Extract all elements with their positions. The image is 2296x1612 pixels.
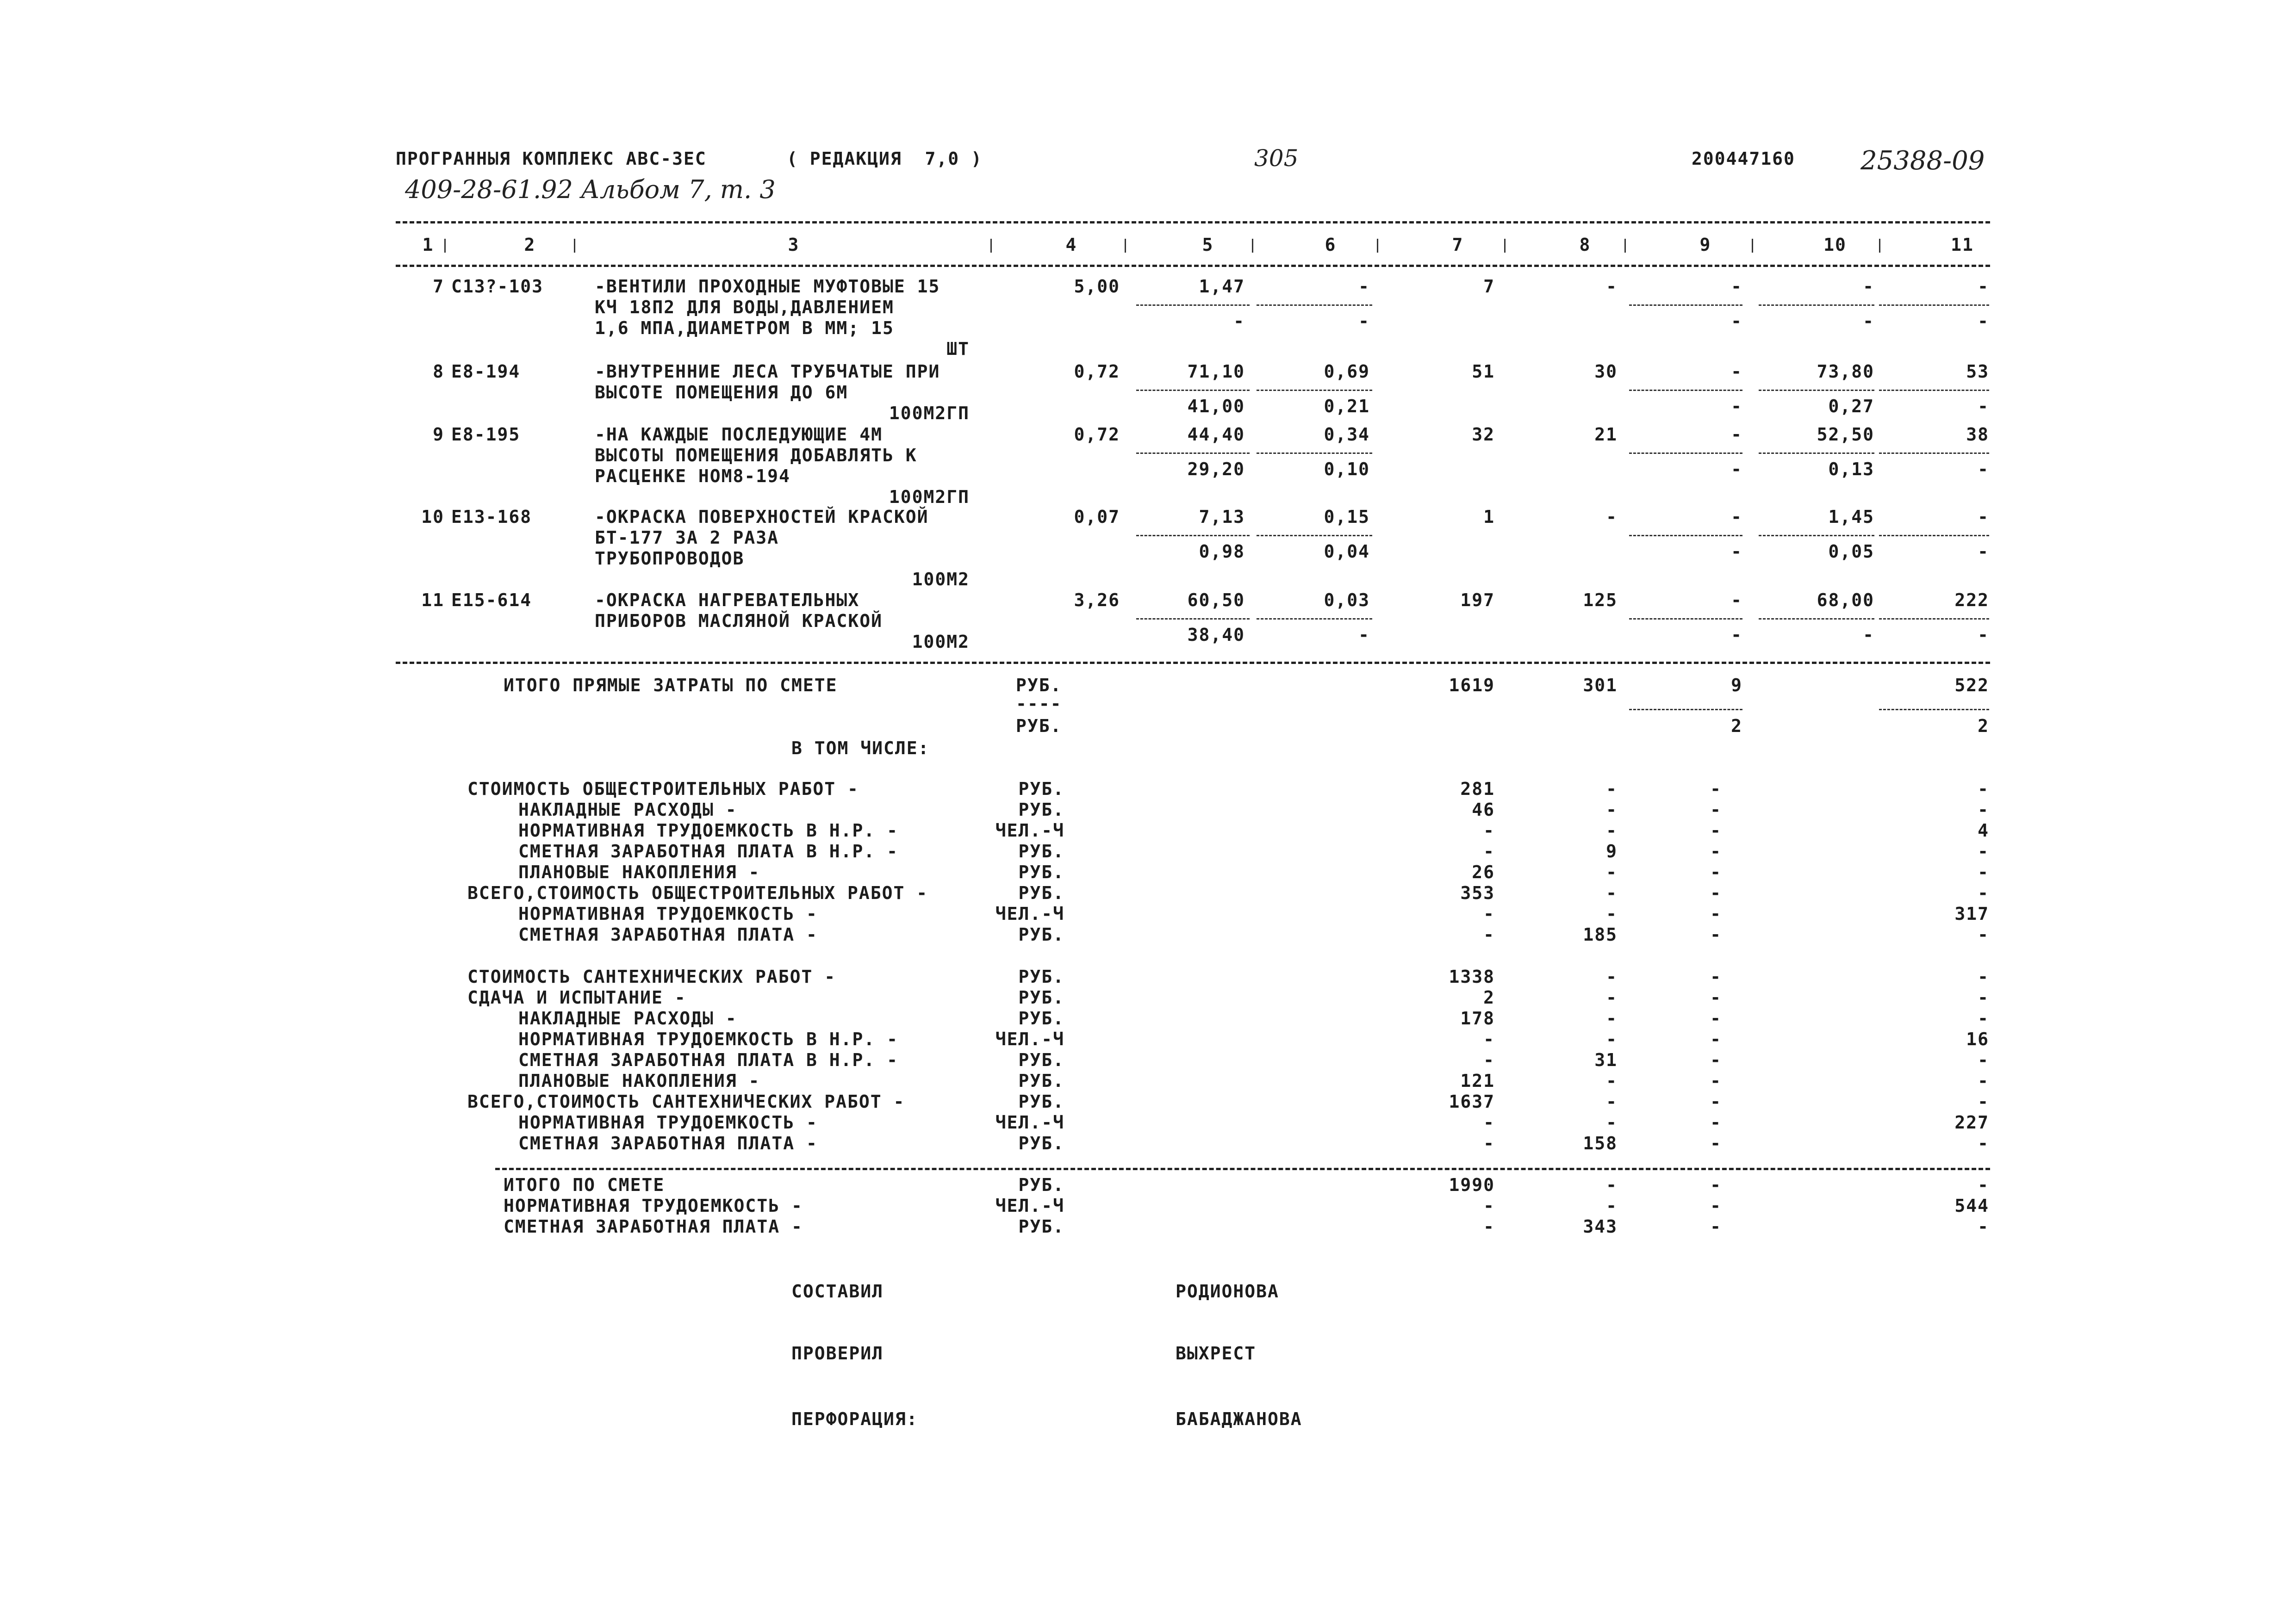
grand-total-col-11: 544 bbox=[1954, 1196, 1989, 1216]
col-11-value: 53 bbox=[1966, 361, 1989, 382]
summary-col-8: - bbox=[1606, 1091, 1618, 1112]
summary-col-8: - bbox=[1606, 883, 1618, 903]
grand-total-col-8: 343 bbox=[1583, 1216, 1618, 1237]
grand-total-col-8: - bbox=[1606, 1175, 1618, 1195]
summary-col-7: - bbox=[1483, 1029, 1495, 1049]
col-11-sub-value: - bbox=[1978, 311, 1989, 331]
col-9-sub-value: - bbox=[1731, 396, 1742, 416]
summary-col-9: - bbox=[1710, 967, 1722, 987]
summary-unit: РУБ. bbox=[1018, 924, 1064, 945]
item-description-line: РАСЦЕНКЕ НОМ8-194 bbox=[595, 466, 790, 486]
grand-total-label: ИТОГО ПО СМЕТЕ bbox=[504, 1175, 665, 1195]
sub-rule-11 bbox=[1879, 453, 1989, 454]
summary-unit: ЧЕЛ.-Ч bbox=[995, 820, 1064, 841]
col-10-value: 73,80 bbox=[1817, 361, 1874, 382]
item-code: Е8-194 bbox=[451, 361, 521, 382]
col-9-sub-value: - bbox=[1731, 459, 1742, 479]
col-10-sub-value: 0,05 bbox=[1828, 541, 1874, 562]
col-4-value: 0,07 bbox=[1074, 507, 1120, 527]
summary-col-9: - bbox=[1710, 800, 1722, 820]
summary-unit: РУБ. bbox=[1018, 883, 1064, 903]
sub-rule-5 bbox=[1136, 453, 1250, 454]
item-number: 7 bbox=[433, 276, 444, 297]
summary-col-8: - bbox=[1606, 820, 1618, 841]
col-4-value: 0,72 bbox=[1074, 424, 1120, 445]
summary-col-11: - bbox=[1978, 862, 1989, 882]
summary-col-7: 353 bbox=[1460, 883, 1495, 903]
summary-col-8: - bbox=[1606, 1071, 1618, 1091]
grand-total-unit: РУБ. bbox=[1018, 1216, 1064, 1237]
col-6-sub-value: - bbox=[1358, 625, 1370, 645]
total-direct-c8: 301 bbox=[1583, 675, 1618, 695]
summary-col-11: - bbox=[1978, 967, 1989, 987]
summary-unit: РУБ. bbox=[1018, 779, 1064, 799]
summary-col-11: - bbox=[1978, 779, 1989, 799]
summary-col-11: - bbox=[1978, 1133, 1989, 1153]
total-direct-separator: ---- bbox=[1016, 694, 1062, 714]
summary-label: ПЛАНОВЫЕ НАКОПЛЕНИЯ - bbox=[518, 1071, 760, 1091]
col-6-value: 0,34 bbox=[1324, 424, 1370, 445]
signature-name: БАБАДЖАНОВА bbox=[1176, 1409, 1302, 1429]
col-5-value: 71,10 bbox=[1187, 361, 1245, 382]
sub-rule-6 bbox=[1257, 618, 1372, 620]
signature-name: ВЫХРЕСТ bbox=[1176, 1343, 1257, 1364]
grand-total-unit: ЧЕЛ.-Ч bbox=[995, 1196, 1064, 1216]
col-9-value: - bbox=[1731, 276, 1742, 297]
summary-col-9: - bbox=[1710, 1133, 1722, 1153]
column-separator bbox=[444, 239, 446, 253]
col-10-value: - bbox=[1863, 276, 1874, 297]
summary-col-7: 2 bbox=[1483, 987, 1495, 1008]
column-separator bbox=[1879, 239, 1880, 253]
item-description-line: 1,6 МПА,ДИАМЕТРОМ В ММ; 15 bbox=[595, 318, 894, 338]
col-8-value: - bbox=[1606, 507, 1618, 527]
col-6-value: 0,03 bbox=[1324, 590, 1370, 610]
top-rule bbox=[396, 221, 1990, 223]
summary-col-7: - bbox=[1483, 820, 1495, 841]
summary-col-7: - bbox=[1483, 1112, 1495, 1133]
program-title: ПРОГРАННЫЯ КОМПЛЕКС АВС-3ЕС bbox=[396, 149, 707, 169]
summary-col-11: - bbox=[1978, 1071, 1989, 1091]
summary-unit: РУБ. bbox=[1018, 841, 1064, 862]
summary-label: НАКЛАДНЫЕ РАСХОДЫ - bbox=[518, 800, 737, 820]
item-code: С13?-103 bbox=[451, 276, 544, 297]
col-10-value: 52,50 bbox=[1817, 424, 1874, 445]
col-5-sub-value: 29,20 bbox=[1187, 459, 1245, 479]
col-5-sub-value: 38,40 bbox=[1187, 625, 1245, 645]
summary-col-9: - bbox=[1710, 779, 1722, 799]
summary-unit: ЧЕЛ.-Ч bbox=[995, 1029, 1064, 1049]
summary-label: СДАЧА И ИСПЫТАНИЕ - bbox=[467, 987, 686, 1008]
summary-col-9: - bbox=[1710, 841, 1722, 862]
sub-rule-9 bbox=[1629, 453, 1742, 454]
summary-unit: РУБ. bbox=[1018, 967, 1064, 987]
col-6-value: 0,15 bbox=[1324, 507, 1370, 527]
column-header-7: 7 bbox=[1452, 235, 1464, 255]
total-direct-unit-2: РУБ. bbox=[1016, 716, 1062, 736]
summary-col-8: - bbox=[1606, 779, 1618, 799]
summary-col-11: - bbox=[1978, 883, 1989, 903]
summary-col-9: - bbox=[1710, 1008, 1722, 1029]
total-direct-unit: РУБ. bbox=[1016, 675, 1062, 695]
column-header-9: 9 bbox=[1699, 235, 1711, 255]
sub-rule-10 bbox=[1759, 618, 1874, 620]
col-11-value: - bbox=[1978, 507, 1989, 527]
summary-label: СТОИМОСТЬ ОБЩЕСТРОИТЕЛЬНЫХ РАБОТ - bbox=[467, 779, 859, 799]
sub-rule-9 bbox=[1629, 304, 1742, 306]
summary-label: СМЕТНАЯ ЗАРАБОТНАЯ ПЛАТА - bbox=[518, 924, 818, 945]
summary-col-7: - bbox=[1483, 904, 1495, 924]
summary-col-9: - bbox=[1710, 1071, 1722, 1091]
total-direct-c9b: 2 bbox=[1731, 716, 1742, 736]
col-4-value: 0,72 bbox=[1074, 361, 1120, 382]
item-number: 8 bbox=[433, 361, 444, 382]
item-description-line: ПРИБОРОВ МАСЛЯНОЙ КРАСКОЙ bbox=[595, 611, 883, 631]
col-5-value: 60,50 bbox=[1187, 590, 1245, 610]
grand-total-col-9: - bbox=[1710, 1216, 1722, 1237]
summary-col-9: - bbox=[1710, 862, 1722, 882]
total-direct-c9: 9 bbox=[1731, 675, 1742, 695]
item-number: 10 bbox=[421, 507, 444, 527]
summary-col-9: - bbox=[1710, 820, 1722, 841]
summary-col-11: - bbox=[1978, 1091, 1989, 1112]
item-unit: 100М2ГП bbox=[889, 403, 970, 423]
sub-rule-9 bbox=[1629, 535, 1742, 536]
signature-role: ПРОВЕРИЛ bbox=[791, 1343, 884, 1364]
summary-col-8: 31 bbox=[1594, 1050, 1618, 1070]
summary-label: СМЕТНАЯ ЗАРАБОТНАЯ ПЛАТА - bbox=[518, 1133, 818, 1153]
col-11-sub-value: - bbox=[1978, 396, 1989, 416]
summary-col-9: - bbox=[1710, 987, 1722, 1008]
item-unit: ШТ bbox=[946, 339, 970, 359]
sub-rule-10 bbox=[1759, 304, 1874, 306]
column-header-3: 3 bbox=[788, 235, 800, 255]
grand-total-col-8: - bbox=[1606, 1196, 1618, 1216]
sub-rule-10 bbox=[1759, 535, 1874, 536]
sub-rule-10 bbox=[1759, 390, 1874, 391]
summary-col-9: - bbox=[1710, 1091, 1722, 1112]
summary-col-9: - bbox=[1710, 1050, 1722, 1070]
summary-label: НОРМАТИВНАЯ ТРУДОЕМКОСТЬ В Н.Р. - bbox=[518, 820, 898, 841]
col-10-sub-value: 0,27 bbox=[1828, 396, 1874, 416]
column-separator bbox=[574, 239, 575, 253]
summary-unit: РУБ. bbox=[1018, 987, 1064, 1008]
summary-col-7: 26 bbox=[1472, 862, 1495, 882]
column-header-6: 6 bbox=[1325, 235, 1337, 255]
summary-col-11: - bbox=[1978, 987, 1989, 1008]
sub-rule-11 bbox=[1879, 535, 1989, 536]
item-description-line: КЧ 18П2 ДЛЯ ВОДЫ,ДАВЛЕНИЕМ bbox=[595, 297, 894, 317]
col-10-sub-value: - bbox=[1863, 311, 1874, 331]
column-separator bbox=[990, 239, 992, 253]
summary-col-7: 178 bbox=[1460, 1008, 1495, 1029]
summary-col-11: - bbox=[1978, 924, 1989, 945]
sub-rule-5 bbox=[1136, 535, 1250, 536]
col-6-sub-value: 0,21 bbox=[1324, 396, 1370, 416]
summary-col-7: 46 bbox=[1472, 800, 1495, 820]
total-direct-label: ИТОГО ПРЯМЫЕ ЗАТРАТЫ ПО СМЕТЕ bbox=[504, 675, 838, 695]
col-6-sub-value: 0,04 bbox=[1324, 541, 1370, 562]
page-number: 305 bbox=[1254, 145, 1299, 172]
handwritten-stamp: 25388-09 bbox=[1860, 146, 1985, 176]
signature-role: ПЕРФОРАЦИЯ: bbox=[791, 1409, 918, 1429]
grand-total-col-11: - bbox=[1978, 1216, 1989, 1237]
summary-label: СМЕТНАЯ ЗАРАБОТНАЯ ПЛАТА В Н.Р. - bbox=[518, 841, 898, 862]
summary-col-11: - bbox=[1978, 841, 1989, 862]
document-code: 200447160 bbox=[1692, 149, 1795, 169]
col-8-value: 30 bbox=[1594, 361, 1618, 382]
summary-col-9: - bbox=[1710, 924, 1722, 945]
summary-col-9: - bbox=[1710, 883, 1722, 903]
summary-label: СМЕТНАЯ ЗАРАБОТНАЯ ПЛАТА В Н.Р. - bbox=[518, 1050, 898, 1070]
col-8-value: 21 bbox=[1594, 424, 1618, 445]
col-5-value: 44,40 bbox=[1187, 424, 1245, 445]
col-8-value: 125 bbox=[1583, 590, 1618, 610]
grand-total-col-7: 1990 bbox=[1449, 1175, 1495, 1195]
summary-unit: ЧЕЛ.-Ч bbox=[995, 1112, 1064, 1133]
summary-unit: РУБ. bbox=[1018, 862, 1064, 882]
col-11-value: 38 bbox=[1966, 424, 1989, 445]
summary-unit: РУБ. bbox=[1018, 1091, 1064, 1112]
summary-col-7: 281 bbox=[1460, 779, 1495, 799]
summary-col-8: 9 bbox=[1606, 841, 1618, 862]
sub-rule-11 bbox=[1879, 304, 1989, 306]
sub-rule-6 bbox=[1257, 535, 1372, 536]
column-header-2: 2 bbox=[524, 235, 536, 255]
summary-col-11: 227 bbox=[1954, 1112, 1989, 1133]
summary-col-8: - bbox=[1606, 904, 1618, 924]
sub-rule-10 bbox=[1759, 453, 1874, 454]
summary-label: НОРМАТИВНАЯ ТРУДОЕМКОСТЬ В Н.Р. - bbox=[518, 1029, 898, 1049]
header-rule bbox=[396, 265, 1990, 267]
column-separator bbox=[1504, 239, 1506, 253]
sub-rule-6 bbox=[1257, 453, 1372, 454]
col-6-sub-value: 0,10 bbox=[1324, 459, 1370, 479]
col-7-value: 1 bbox=[1483, 507, 1495, 527]
col-4-value: 3,26 bbox=[1074, 590, 1120, 610]
sub-rule-9 bbox=[1629, 390, 1742, 391]
including-label: В ТОМ ЧИСЛЕ: bbox=[791, 738, 930, 758]
summary-col-11: 317 bbox=[1954, 904, 1989, 924]
summary-col-9: - bbox=[1710, 1029, 1722, 1049]
items-end-rule bbox=[396, 662, 1990, 664]
col-5-value: 7,13 bbox=[1199, 507, 1245, 527]
grand-total-col-11: - bbox=[1978, 1175, 1989, 1195]
col-5-sub-value: 41,00 bbox=[1187, 396, 1245, 416]
item-description-line: -ОКРАСКА НАГРЕВАТЕЛЬНЫХ bbox=[595, 590, 860, 610]
grand-total-col-7: - bbox=[1483, 1216, 1495, 1237]
summary-unit: РУБ. bbox=[1018, 1133, 1064, 1153]
edition-label: ( РЕДАКЦИЯ 7,0 ) bbox=[787, 149, 983, 169]
summary-label: НАКЛАДНЫЕ РАСХОДЫ - bbox=[518, 1008, 737, 1029]
summary-col-11: - bbox=[1978, 1050, 1989, 1070]
column-header-8: 8 bbox=[1579, 235, 1591, 255]
item-description-line: ВЫСОТЕ ПОМЕЩЕНИЯ ДО 6М bbox=[595, 382, 848, 403]
item-number: 9 bbox=[433, 424, 444, 445]
col-5-value: 1,47 bbox=[1199, 276, 1245, 297]
total-sub-rule-9 bbox=[1629, 709, 1742, 710]
summary-unit: РУБ. bbox=[1018, 1008, 1064, 1029]
col-9-sub-value: - bbox=[1731, 625, 1742, 645]
column-separator bbox=[1624, 239, 1626, 253]
col-6-sub-value: - bbox=[1358, 311, 1370, 331]
summary-col-9: - bbox=[1710, 904, 1722, 924]
summary-col-11: - bbox=[1978, 800, 1989, 820]
col-11-value: - bbox=[1978, 276, 1989, 297]
sub-rule-5 bbox=[1136, 390, 1250, 391]
summary-unit: ЧЕЛ.-Ч bbox=[995, 904, 1064, 924]
col-7-value: 32 bbox=[1472, 424, 1495, 445]
col-9-value: - bbox=[1731, 424, 1742, 445]
item-description-line: -ВНУТРЕННИЕ ЛЕСА ТРУБЧАТЫЕ ПРИ bbox=[595, 361, 940, 382]
total-direct-c11b: 2 bbox=[1978, 716, 1989, 736]
total-sub-rule-11 bbox=[1879, 709, 1989, 710]
summary-col-7: - bbox=[1483, 841, 1495, 862]
col-6-value: 0,69 bbox=[1324, 361, 1370, 382]
col-9-sub-value: - bbox=[1731, 541, 1742, 562]
col-6-value: - bbox=[1358, 276, 1370, 297]
col-7-value: 197 bbox=[1460, 590, 1495, 610]
summary-col-8: 158 bbox=[1583, 1133, 1618, 1153]
item-code: Е15-614 bbox=[451, 590, 532, 610]
summary-unit: РУБ. bbox=[1018, 1050, 1064, 1070]
summary-col-8: - bbox=[1606, 1029, 1618, 1049]
item-description-line: ВЫСОТЫ ПОМЕЩЕНИЯ ДОБАВЛЯТЬ К bbox=[595, 445, 917, 465]
col-7-value: 51 bbox=[1472, 361, 1495, 382]
col-11-sub-value: - bbox=[1978, 459, 1989, 479]
summary-label: НОРМАТИВНАЯ ТРУДОЕМКОСТЬ - bbox=[518, 904, 818, 924]
column-header-1: 1 bbox=[422, 235, 434, 255]
column-separator bbox=[1252, 239, 1253, 253]
sub-rule-9 bbox=[1629, 618, 1742, 620]
col-9-value: - bbox=[1731, 507, 1742, 527]
col-11-sub-value: - bbox=[1978, 625, 1989, 645]
grand-total-label: НОРМАТИВНАЯ ТРУДОЕМКОСТЬ - bbox=[504, 1196, 803, 1216]
summary-col-11: 4 bbox=[1978, 820, 1989, 841]
item-code: Е13-168 bbox=[451, 507, 532, 527]
grand-total-col-9: - bbox=[1710, 1196, 1722, 1216]
grand-total-col-7: - bbox=[1483, 1196, 1495, 1216]
sub-rule-5 bbox=[1136, 304, 1250, 306]
total-direct-c11: 522 bbox=[1954, 675, 1989, 695]
summary-col-7: - bbox=[1483, 1133, 1495, 1153]
grand-total-unit: РУБ. bbox=[1018, 1175, 1064, 1195]
summary-col-7: 1338 bbox=[1449, 967, 1495, 987]
summary-label: ПЛАНОВЫЕ НАКОПЛЕНИЯ - bbox=[518, 862, 760, 882]
item-code: Е8-195 bbox=[451, 424, 521, 445]
summary-label: НОРМАТИВНАЯ ТРУДОЕМКОСТЬ - bbox=[518, 1112, 818, 1133]
item-unit: 100М2 bbox=[912, 569, 970, 589]
sub-rule-6 bbox=[1257, 390, 1372, 391]
column-separator bbox=[1377, 239, 1378, 253]
summary-col-8: - bbox=[1606, 1008, 1618, 1029]
summary-col-7: - bbox=[1483, 924, 1495, 945]
col-10-sub-value: - bbox=[1863, 625, 1874, 645]
col-11-sub-value: - bbox=[1978, 541, 1989, 562]
column-separator bbox=[1752, 239, 1753, 253]
summary-unit: РУБ. bbox=[1018, 1071, 1064, 1091]
summary-col-7: 121 bbox=[1460, 1071, 1495, 1091]
summary-col-8: - bbox=[1606, 800, 1618, 820]
item-number: 11 bbox=[421, 590, 444, 610]
summary-label: СТОИМОСТЬ САНТЕХНИЧЕСКИХ РАБОТ - bbox=[467, 967, 836, 987]
summary-col-9: - bbox=[1710, 1112, 1722, 1133]
col-9-value: - bbox=[1731, 590, 1742, 610]
grand-total-rule bbox=[495, 1168, 1990, 1170]
signature-role: СОСТАВИЛ bbox=[791, 1281, 884, 1302]
col-5-sub-value: - bbox=[1233, 311, 1245, 331]
grand-total-label: СМЕТНАЯ ЗАРАБОТНАЯ ПЛАТА - bbox=[504, 1216, 803, 1237]
item-unit: 100М2ГП bbox=[889, 487, 970, 507]
item-description-line: ТРУБОПРОВОДОВ bbox=[595, 548, 745, 569]
col-10-value: 68,00 bbox=[1817, 590, 1874, 610]
item-description-line: -ОКРАСКА ПОВЕРХНОСТЕЙ КРАСКОЙ bbox=[595, 507, 929, 527]
sub-rule-5 bbox=[1136, 618, 1250, 620]
sub-rule-11 bbox=[1879, 390, 1989, 391]
summary-col-11: 16 bbox=[1966, 1029, 1989, 1049]
col-10-value: 1,45 bbox=[1828, 507, 1874, 527]
grand-total-col-9: - bbox=[1710, 1175, 1722, 1195]
col-9-sub-value: - bbox=[1731, 311, 1742, 331]
col-8-value: - bbox=[1606, 276, 1618, 297]
summary-col-8: - bbox=[1606, 862, 1618, 882]
summary-col-11: - bbox=[1978, 1008, 1989, 1029]
column-header-4: 4 bbox=[1065, 235, 1077, 255]
col-9-value: - bbox=[1731, 361, 1742, 382]
item-description-line: -НА КАЖДЫЕ ПОСЛЕДУЮЩИЕ 4М bbox=[595, 424, 883, 445]
summary-col-8: 185 bbox=[1583, 924, 1618, 945]
col-11-value: 222 bbox=[1954, 590, 1989, 610]
col-10-sub-value: 0,13 bbox=[1828, 459, 1874, 479]
summary-col-8: - bbox=[1606, 967, 1618, 987]
total-direct-c7: 1619 bbox=[1449, 675, 1495, 695]
album-reference: 409-28-61.92 Альбом 7, т. 3 bbox=[405, 175, 776, 204]
summary-col-7: 1637 bbox=[1449, 1091, 1495, 1112]
col-5-sub-value: 0,98 bbox=[1199, 541, 1245, 562]
col-4-value: 5,00 bbox=[1074, 276, 1120, 297]
sub-rule-11 bbox=[1879, 618, 1989, 620]
summary-col-8: - bbox=[1606, 987, 1618, 1008]
item-description-line: -ВЕНТИЛИ ПРОХОДНЫЕ МУФТОВЫЕ 15 bbox=[595, 276, 940, 297]
summary-unit: РУБ. bbox=[1018, 800, 1064, 820]
column-header-5: 5 bbox=[1202, 235, 1214, 255]
sub-rule-6 bbox=[1257, 304, 1372, 306]
column-header-10: 10 bbox=[1823, 235, 1847, 255]
column-separator bbox=[1125, 239, 1126, 253]
item-description-line: БТ-177 ЗА 2 РАЗА bbox=[595, 527, 779, 548]
signature-name: РОДИОНОВА bbox=[1176, 1281, 1279, 1302]
item-unit: 100М2 bbox=[912, 632, 970, 652]
summary-label: ВСЕГО,СТОИМОСТЬ САНТЕХНИЧЕСКИХ РАБОТ - bbox=[467, 1091, 905, 1112]
summary-col-7: - bbox=[1483, 1050, 1495, 1070]
summary-label: ВСЕГО,СТОИМОСТЬ ОБЩЕСТРОИТЕЛЬНЫХ РАБОТ - bbox=[467, 883, 928, 903]
col-7-value: 7 bbox=[1483, 276, 1495, 297]
summary-col-8: - bbox=[1606, 1112, 1618, 1133]
column-header-11: 11 bbox=[1951, 235, 1974, 255]
